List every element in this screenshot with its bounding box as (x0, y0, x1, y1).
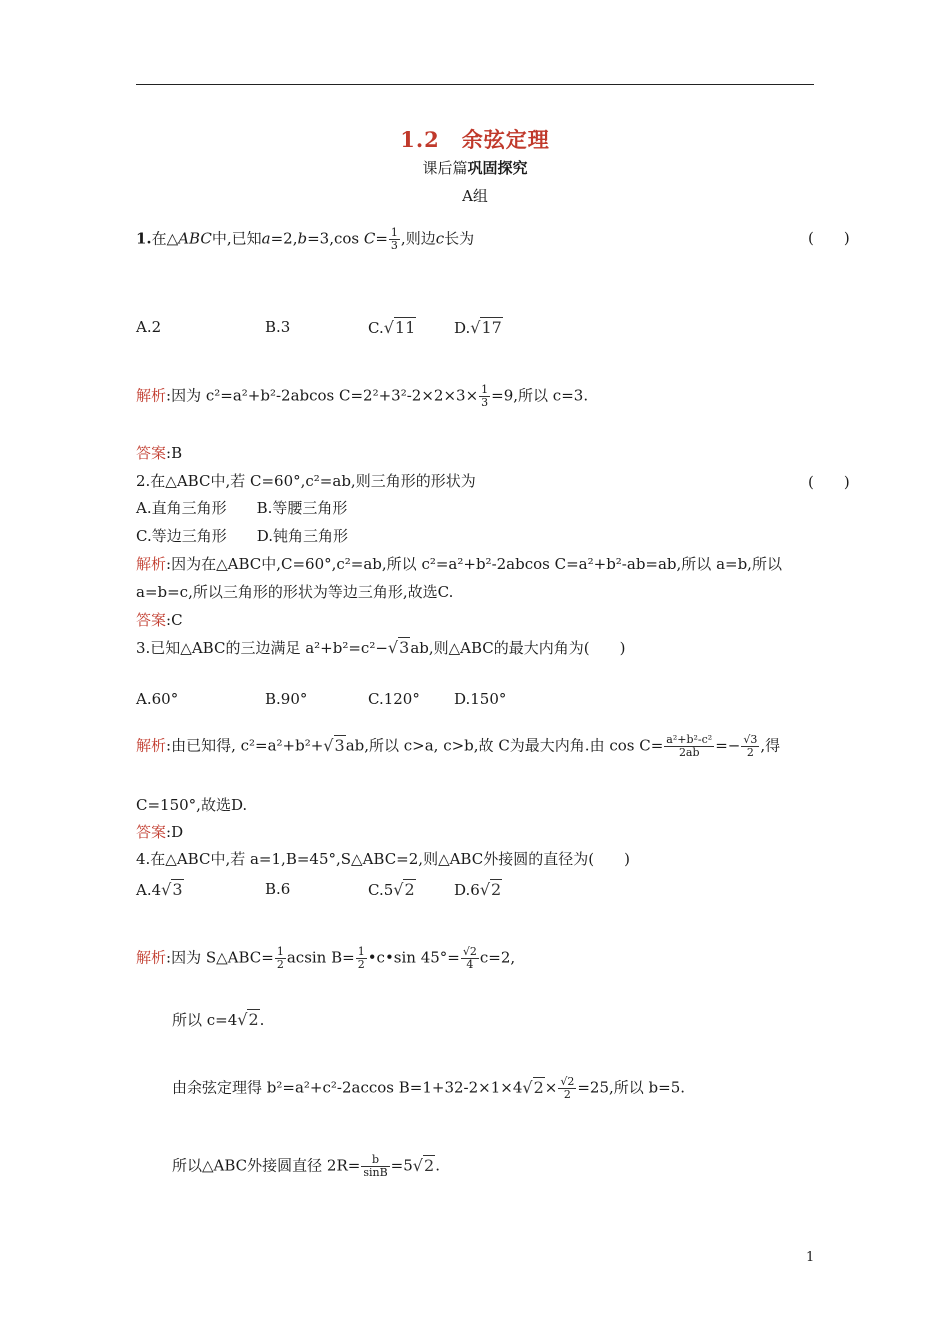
q1-t6: b (297, 229, 308, 248)
q3-option-b: B.90° (265, 690, 308, 708)
page-title: 1.2 余弦定理 (400, 127, 550, 152)
q3-analysis-eq: =− (715, 736, 741, 755)
q4-step1-a: 所以 c=4 (172, 1011, 238, 1029)
sqrt-icon: √3 (387, 638, 410, 657)
q4-option-c-prefix: C.5 (368, 881, 394, 899)
sqrt-icon: √17 (470, 318, 502, 337)
q1-t5: =2, (270, 229, 298, 248)
q4-step2 (172, 1076, 685, 1101)
q3-analysis-a: :由已知得, c²=a²+b²+ (166, 736, 324, 755)
q4-step3-frac-num: b (361, 1154, 389, 1167)
q2-analysis-line2: a=b=c,所以三角形的形状为等边三角形,故选C. (136, 583, 454, 601)
q2-analysis-text1: :因为在△ABC中,C=60°,c²=ab,所以 c²=a²+b²-2abcos C=a²+b²-ab=ab,所以 a=b,所以 (166, 555, 782, 573)
q4-analysis-a: :因为 S△ABC= (166, 948, 274, 967)
q3-stem-b: ab,则△ABC的最大内角为( ) (410, 639, 626, 657)
q4-step3-c: . (435, 1156, 440, 1175)
q3-stem-radicand: 3 (399, 638, 410, 657)
q4-fraction1 (275, 946, 286, 971)
q4-option-a (136, 880, 184, 899)
q1-analysis-fraction (479, 384, 490, 409)
q1-answer-paren: ( ) (808, 229, 850, 247)
q1-option-d-prefix: D. (454, 319, 471, 337)
q4-f2-num: 1 (357, 945, 365, 958)
q4-step3-b: =5 (390, 1156, 413, 1175)
q3-stem-a: 3.已知△ABC的三边满足 a²+b²=c²− (136, 639, 388, 657)
q4-option-d-radicand: 2 (491, 880, 502, 899)
q3-analysis-line1 (136, 734, 780, 759)
q3-option-c: C.120° (368, 690, 420, 708)
q1-option-c-radicand: 11 (394, 318, 416, 337)
q4-step3-fraction (361, 1154, 389, 1179)
q1-number: 1. (136, 229, 152, 248)
q3-answer (136, 822, 183, 842)
q3-analysis-fraction2 (741, 734, 759, 759)
q1-frac-den: 3 (390, 239, 398, 252)
q1-t12: 长为 (444, 229, 475, 248)
q1-analysis-text: :因为 c²=a²+b²-2abcos C=2²+3²-2×2×3× (166, 386, 479, 405)
sqrt-icon: √2 (479, 880, 502, 899)
q4-step3 (172, 1154, 440, 1179)
subtitle (0, 157, 950, 178)
sqrt-icon: √2 (412, 1155, 435, 1175)
subtitle-plain: 课后篇 (422, 159, 468, 177)
q1-analysis-label: 解析 (136, 386, 167, 405)
q3-analysis-radicand: 3 (334, 735, 345, 755)
q1-option-b: B.3 (265, 318, 291, 336)
q4-fraction2 (356, 946, 367, 971)
q4-stem: 4.在△ABC中,若 a=1,B=45°,S△ABC=2,则△ABC外接圆的直径为( ) (136, 850, 630, 868)
q1-t1: 在△ (151, 229, 179, 248)
q4-analysis-d: c=2, (479, 948, 516, 967)
q4-f1-num: 1 (276, 945, 284, 958)
q3-analysis-line2: C=150°,故选D. (136, 796, 248, 814)
q4-f3-num: √2 (462, 945, 477, 958)
sqrt-icon: √3 (323, 735, 345, 755)
q3-frac-den: 2ab (678, 746, 700, 759)
q4-step2-frac-num: √2 (560, 1075, 575, 1088)
q1-t9: = (375, 229, 388, 248)
q1-analysis-frac-den: 3 (481, 396, 489, 409)
q1-answer (136, 443, 182, 463)
q4-step3-frac-den: sinB (363, 1166, 388, 1179)
q1-option-d-radicand: 17 (481, 318, 502, 337)
q1-answer-label: 答案 (136, 444, 167, 462)
q4-option-c-radicand: 2 (404, 880, 415, 899)
q3-answer-label: 答案 (136, 823, 167, 841)
q4-f2-den: 2 (357, 958, 365, 971)
q3-stem (136, 638, 625, 658)
q3-option-d: D.150° (454, 690, 507, 708)
q3-analysis-c: ,得 (760, 736, 781, 755)
q1-frac-num: 1 (390, 226, 398, 239)
q2-answer-value: :C (166, 611, 183, 629)
q3-answer-value: :D (166, 823, 184, 841)
q4-step1 (172, 1010, 264, 1030)
sqrt-icon: √11 (383, 318, 416, 337)
q2-stem: 2.在△ABC中,若 C=60°,c²=ab,则三角形的形状为 (136, 472, 476, 490)
subtitle-bold: 巩固探究 (467, 159, 528, 177)
q4-step2-frac-den: 2 (563, 1088, 571, 1101)
q1-t3: 中,已知 (211, 229, 262, 248)
q3-frac2-num: √3 (743, 733, 758, 746)
q1-t10: ,则边 (400, 229, 436, 248)
q4-analysis-c: •c•sin 45°= (367, 948, 460, 967)
q1-t4: a (261, 229, 271, 248)
q2-answer-label: 答案 (136, 611, 167, 629)
q4-step2-b: × (544, 1078, 558, 1097)
q4-option-b: B.6 (265, 880, 291, 898)
q2-answer-paren: ( ) (808, 473, 850, 491)
sqrt-icon: √3 (161, 880, 183, 899)
q1-analysis-frac-num: 1 (481, 383, 489, 396)
q4-option-c (368, 880, 416, 899)
q4-analysis-label: 解析 (136, 948, 167, 967)
q2-answer (136, 610, 183, 630)
header-rule (136, 84, 814, 85)
q4-f3-den: 4 (466, 958, 474, 971)
q2-analysis-line1 (136, 554, 782, 574)
q2-options-ab: A.直角三角形 B.等腰三角形 (136, 499, 348, 517)
q4-step2-a: 由余弦定理得 b²=a²+c²-2accos B=1+32-2×1×4 (172, 1078, 523, 1097)
group-label: A组 (462, 187, 488, 205)
q2-options-cd: C.等边三角形 D.钝角三角形 (136, 527, 348, 545)
q4-option-d (454, 880, 502, 899)
q1-analysis-tail: =9,所以 c=3. (491, 386, 589, 405)
page-number: 1 (806, 1250, 815, 1265)
q1-option-a: A.2 (136, 318, 162, 336)
q1-option-c-prefix: C. (368, 319, 384, 337)
q4-step1-radicand: 2 (248, 1010, 259, 1029)
q4-option-d-prefix: D.6 (454, 881, 480, 899)
q4-step1-b: . (259, 1011, 265, 1029)
q1-stem (136, 227, 474, 252)
q3-analysis-b: ab,所以 c>a, c>b,故 C为最大内角.由 cos C= (345, 736, 664, 755)
q3-option-a: A.60° (136, 690, 179, 708)
q3-analysis-fraction (664, 734, 714, 759)
q3-analysis-label: 解析 (136, 736, 167, 755)
q4-step3-radicand: 2 (424, 1155, 435, 1175)
q3-frac-num: a²+b²-c² (666, 733, 713, 746)
sqrt-icon: √2 (237, 1010, 259, 1029)
sqrt-icon: √2 (522, 1077, 544, 1097)
q4-step2-fraction (558, 1076, 576, 1101)
q1-t8: C (363, 229, 376, 248)
q4-fraction3 (461, 946, 479, 971)
q4-step2-c: =25,所以 b=5. (577, 1078, 686, 1097)
q4-option-a-radicand: 3 (172, 880, 183, 899)
q1-fraction (389, 227, 400, 252)
q3-frac2-den: 2 (746, 746, 754, 759)
q1-t7: =3,cos (307, 229, 364, 248)
q4-step3-a: 所以△ABC外接圆直径 2R= (172, 1156, 361, 1175)
q1-option-d (454, 318, 503, 337)
q2-analysis-label: 解析 (136, 555, 167, 573)
q1-t2: ABC (178, 229, 212, 248)
sqrt-icon: √2 (393, 880, 415, 899)
q1-analysis (136, 384, 588, 409)
q4-f1-den: 2 (276, 958, 284, 971)
q4-analysis-line1 (136, 946, 515, 971)
q4-analysis-b: acsin B= (286, 948, 355, 967)
q4-step2-radicand: 2 (533, 1077, 544, 1097)
q1-answer-value: :B (166, 444, 183, 462)
q4-option-a-prefix: A.4 (136, 881, 162, 899)
q1-option-c (368, 318, 416, 337)
q1-t11: c (435, 229, 445, 248)
